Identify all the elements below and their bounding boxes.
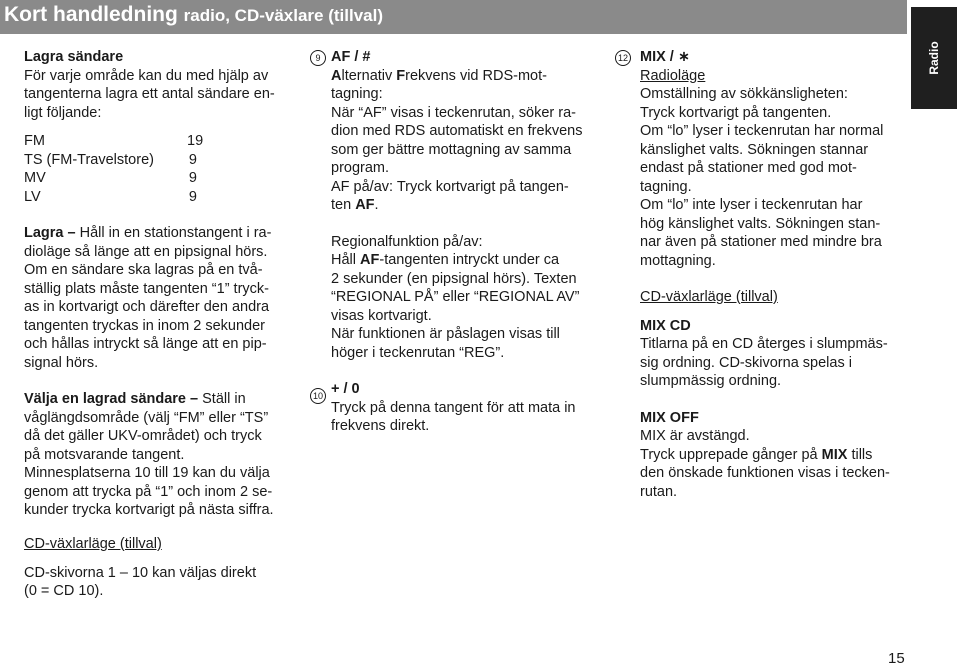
regional-line-2 xyxy=(331,251,603,270)
page-header xyxy=(0,0,907,34)
select-text: Minnesplatserna 10 till 19 kan du välja xyxy=(24,465,270,481)
af-text: AF på/av: Tryck kortvarigt på tangen- xyxy=(331,178,569,195)
mix-heading: MIX / ∗ xyxy=(640,49,691,65)
column-store-stations xyxy=(24,48,294,520)
radio-text: känslighet valts. Sökningen stannar xyxy=(640,141,869,158)
af-text: ten xyxy=(331,197,356,213)
af-line-1 xyxy=(331,67,603,86)
header-title-main: Kort handledning xyxy=(4,3,178,26)
lagra-text: Håll in en stationstangent i ra- xyxy=(75,225,272,241)
plus-text: Tryck på denna tangent för att mata in xyxy=(331,399,576,416)
mixoff-text: MIX är avstängd. xyxy=(640,428,750,444)
lagra-text: dioläge så länge att en pipsignal hörs. xyxy=(24,243,268,260)
side-tab-radio xyxy=(911,7,957,109)
band-count: 9 xyxy=(188,151,197,168)
select-text: våglängdsområde (välj “FM” eller “TS” xyxy=(24,409,269,426)
af-text: tagning: xyxy=(331,86,383,102)
af-text: När “AF” visas i teckenrutan, söker ra- xyxy=(331,104,576,121)
regional-text: visas kortvarigt. xyxy=(331,307,432,324)
header-subtitle: radio, CD-växlare (tillval) xyxy=(183,6,384,25)
mixoff-text: tills xyxy=(847,446,873,463)
radio-text: nar även på stationer med mindre bra xyxy=(640,234,882,250)
radio-text: endast på stationer med god mot- xyxy=(640,160,857,176)
af-key: AF xyxy=(355,197,375,213)
radio-text: mottagning. xyxy=(640,252,716,269)
band-count: 19 xyxy=(187,133,204,149)
band-row-ts xyxy=(24,151,294,170)
af-text: . xyxy=(374,197,379,213)
band-label: LV xyxy=(24,188,41,205)
band-label: TS (FM-Travelstore) xyxy=(24,151,154,168)
band-row-mv xyxy=(24,169,294,188)
select-text: kunder trycka kortvarigt på nästa siffra. xyxy=(24,502,274,518)
af-text: program. xyxy=(331,160,390,176)
column-mix xyxy=(640,48,910,501)
radio-text: Om “lo” lyser i teckenrutan har normal xyxy=(640,123,884,139)
select-bold: Välja en lagrad sändare – xyxy=(24,391,199,407)
footer-cd-changer xyxy=(24,535,324,601)
lagra-line-1 xyxy=(24,224,294,243)
regional-text: Håll xyxy=(331,252,361,268)
af-text: lternativ xyxy=(341,67,397,84)
column-af xyxy=(331,48,603,436)
af-end xyxy=(331,196,603,215)
band-label: MV xyxy=(24,170,46,186)
footer-text: CD-skivorna 1 – 10 kan väljas direkt xyxy=(24,564,257,581)
mixcd-text: Titlarna på en CD återges i slumpmäs- xyxy=(640,336,888,352)
radio-mode-heading: Radioläge xyxy=(640,67,706,84)
footer-text: (0 = CD 10). xyxy=(24,583,104,599)
select-text: Ställ in xyxy=(198,391,246,407)
regional-text: -tangenten intryckt under ca xyxy=(379,252,560,268)
regional-text: Regionalfunktion på/av: xyxy=(331,233,483,250)
regional-text: höger i teckenrutan “REG”. xyxy=(331,344,505,361)
lagra-text: ställig plats måste tangenten “1” tryck- xyxy=(24,280,269,297)
radio-text: tagning. xyxy=(640,178,692,195)
regional-text: “REGIONAL PÅ” eller “REGIONAL AV” xyxy=(331,289,580,305)
side-tab-label: Radio xyxy=(927,41,941,75)
band-count: 9 xyxy=(188,188,197,205)
lagra-text: as in kortvarigt och därefter den andra xyxy=(24,299,270,315)
header-title xyxy=(4,3,383,27)
select-text: då det gäller UKV-området) och tryck xyxy=(24,428,262,444)
store-heading: Lagra sändare xyxy=(24,49,124,65)
store-text-1: För varje område kan du med hjälp av xyxy=(24,67,269,84)
radio-text: Tryck kortvarigt på tangenten. xyxy=(640,104,832,121)
regional-text: När funktionen är påslagen visas till xyxy=(331,326,560,342)
mixoff-heading: MIX OFF xyxy=(640,409,699,426)
number-9-badge: 9 xyxy=(310,50,326,66)
band-count: 9 xyxy=(188,170,197,186)
mixoff-key: MIX xyxy=(821,446,848,463)
mixoff-text: rutan. xyxy=(640,483,678,500)
plus-heading: + / 0 xyxy=(331,381,360,397)
regional-text: 2 sekunder (en pipsignal hörs). Texten xyxy=(331,270,577,287)
lagra-text: signal hörs. xyxy=(24,354,99,371)
af-initial-a: A xyxy=(331,67,342,84)
lagra-bold: Lagra – xyxy=(24,225,76,241)
af-text: rekvens vid RDS-mot- xyxy=(405,67,547,84)
af-initial-f: F xyxy=(396,67,406,84)
af-text: som ger bättre mottagning av samma xyxy=(331,141,572,158)
radio-text: hög känslighet valts. Sökningen stan- xyxy=(640,215,881,232)
number-12-badge: 12 xyxy=(615,50,631,66)
band-row-fm xyxy=(24,132,294,151)
mixoff-text: den önskade funktionen visas i tecken- xyxy=(640,465,890,481)
radio-text: Omställning av sökkänsligheten: xyxy=(640,86,848,102)
af-heading: AF / # xyxy=(331,49,371,65)
regional-key: AF xyxy=(360,252,380,268)
lagra-text: och hållas intryckt så länge att en pip- xyxy=(24,336,267,352)
mixcd-text: sig ordning. CD-skivorna spelas i xyxy=(640,354,852,371)
mixcd-heading: MIX CD xyxy=(640,317,691,334)
mixoff-text: Tryck upprepade gånger på xyxy=(640,446,822,463)
number-10-badge: 10 xyxy=(310,388,326,404)
select-text: på motsvarande tangent. xyxy=(24,446,185,463)
lagra-text: Om en sändare ska lagras på en två- xyxy=(24,262,263,278)
select-line-1 xyxy=(24,390,294,409)
select-text: genom att trycka på “1” och inom 2 se- xyxy=(24,483,273,500)
band-label: FM xyxy=(24,133,45,149)
lagra-text: tangenten tryckas in inom 2 sekunder xyxy=(24,317,265,334)
plus-text: frekvens direkt. xyxy=(331,418,430,434)
radio-text: Om “lo” inte lyser i teckenrutan har xyxy=(640,197,863,213)
mixoff-line-2 xyxy=(640,446,910,465)
band-row-lv xyxy=(24,188,294,207)
footer-heading: CD-växlarläge (tillval) xyxy=(24,536,162,552)
mixcd-text: slumpmässig ordning. xyxy=(640,373,782,389)
af-text: dion med RDS automatiskt en frekvens xyxy=(331,123,583,139)
cd-mode-heading: CD-växlarläge (tillval) xyxy=(640,289,778,305)
page-number: 15 xyxy=(888,650,905,667)
store-text-3: ligt följande: xyxy=(24,104,102,121)
store-text-2: tangenterna lagra ett antal sändare en- xyxy=(24,86,275,102)
